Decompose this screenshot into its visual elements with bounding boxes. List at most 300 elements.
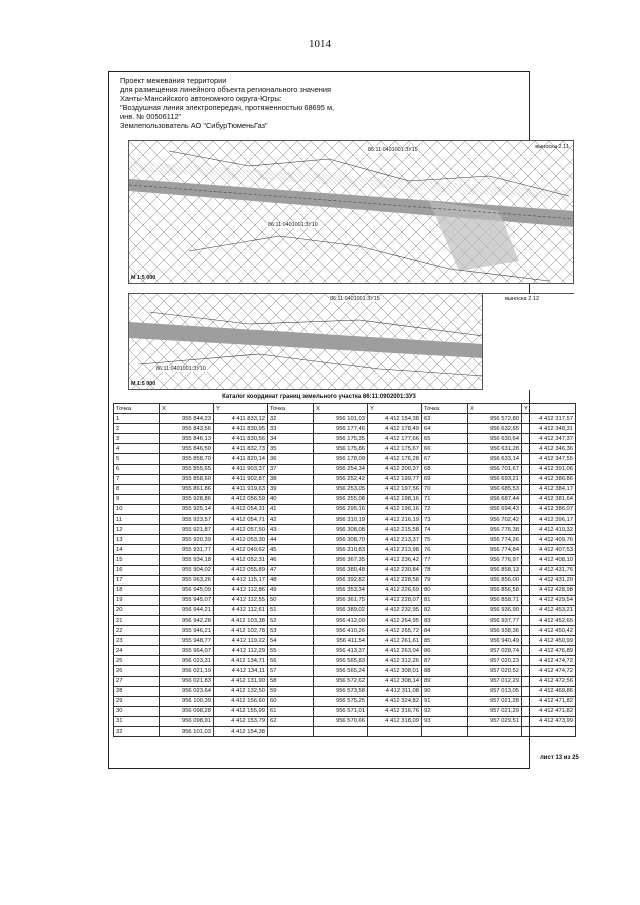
point-cell: 20 [114,605,160,615]
point-cell: 91 [422,696,468,706]
x-coordinate-cell: 956 178,09 [314,454,368,464]
point-cell: 71 [422,494,468,504]
y-coordinate-cell: 4 412 119,22 [214,636,268,646]
x-coordinate-cell: 956 021,83 [160,676,214,686]
y-coordinate-cell: 4 412 429,54 [522,595,576,605]
point-cell: 40 [268,494,314,504]
x-coordinate-cell: 956 353,34 [314,585,368,595]
x-coordinate-cell: 956 361,75 [314,595,368,605]
x-coordinate-cell: 956 938,36 [468,626,522,636]
x-coordinate-cell: 955 846,50 [160,444,214,454]
point-cell: 17 [114,575,160,585]
table-row [114,626,576,636]
point-cell: 5 [114,454,160,464]
y-coordinate-cell: 4 412 055,89 [214,565,268,575]
point-cell: 12 [114,525,160,535]
x-coordinate-cell: 956 942,28 [160,615,214,625]
y-coordinate-cell: 4 412 391,06 [522,464,576,474]
point-cell: 76 [422,545,468,555]
y-coordinate-cell: 4 412 103,38 [214,615,268,625]
y-coordinate-cell [522,727,576,737]
map-scale: М 1:5 000 [131,275,156,281]
x-coordinate-cell: 956 685,53 [468,484,522,494]
table-row [114,696,576,706]
column-header: Y [368,404,422,414]
point-cell: 61 [268,706,314,716]
y-coordinate-cell: 4 412 054,71 [214,515,268,525]
y-coordinate-cell: 4 412 054,31 [214,504,268,514]
y-coordinate-cell: 4 412 474,72 [522,666,576,676]
y-coordinate-cell: 4 412 347,37 [522,434,576,444]
point-cell: 55 [268,646,314,656]
x-coordinate-cell: 956 392,82 [314,575,368,585]
x-coordinate-cell: 956 776,38 [468,525,522,535]
point-cell: 34 [268,434,314,444]
y-coordinate-cell: 4 412 232,95 [368,605,422,615]
x-coordinate-cell: 956 565,24 [314,666,368,676]
x-coordinate-cell: 957 012,29 [468,676,522,686]
x-coordinate-cell: 956 940,49 [468,636,522,646]
x-coordinate-cell: 956 252,42 [314,474,368,484]
x-coordinate-cell [468,727,522,737]
point-cell: 4 [114,444,160,454]
y-coordinate-cell: 4 412 318,09 [368,716,422,726]
point-cell: 31 [114,716,160,726]
y-coordinate-cell: 4 412 396,17 [522,515,576,525]
callout-label: выноска 2.11 [535,144,569,150]
point-cell: 23 [114,636,160,646]
point-cell: 41 [268,504,314,514]
x-coordinate-cell: 956 253,05 [314,484,368,494]
point-cell: 46 [268,555,314,565]
x-coordinate-cell: 956 098,91 [160,716,214,726]
map-scale: М 1:5 000 [131,381,156,387]
point-cell: 2 [114,424,160,434]
y-coordinate-cell: 4 412 308,01 [368,666,422,676]
point-cell: 49 [268,585,314,595]
y-coordinate-cell: 4 412 154,38 [214,727,268,737]
y-coordinate-cell: 4 412 311,08 [368,686,422,696]
y-coordinate-cell: 4 412 056,59 [214,494,268,504]
y-coordinate-cell: 4 412 264,95 [368,615,422,625]
point-cell: 19 [114,595,160,605]
table-header-row [114,404,576,414]
point-cell: 15 [114,555,160,565]
header-line: "Воздушная линия электропередач, протяженностью 68695 м, [120,103,335,112]
point-cell: 81 [422,595,468,605]
x-coordinate-cell: 956 858,13 [468,565,522,575]
x-coordinate-cell: 957 028,74 [468,646,522,656]
point-cell: 25 [114,656,160,666]
y-coordinate-cell: 4 412 228,07 [368,595,422,605]
point-cell: 7 [114,474,160,484]
y-coordinate-cell: 4 412 472,56 [522,676,576,686]
y-coordinate-cell: 4 412 263,04 [368,646,422,656]
y-coordinate-cell: 4 412 409,76 [522,535,576,545]
point-cell: 66 [422,444,468,454]
table-row [114,504,576,514]
y-coordinate-cell: 4 412 428,98 [522,585,576,595]
table-row [114,474,576,484]
point-cell: 78 [422,565,468,575]
y-coordinate-cell: 4 411 902,87 [214,474,268,484]
y-coordinate-cell: 4 412 450,99 [522,636,576,646]
y-coordinate-cell: 4 412 386,07 [522,504,576,514]
survey-map-1 [128,140,574,284]
point-cell: 58 [268,676,314,686]
catalog-title: Каталог координат границ земельного участка 86:11:0902001:ЗУ3 [222,394,416,400]
y-coordinate-cell: 4 412 226,69 [368,585,422,595]
y-coordinate-cell: 4 412 112,55 [214,595,268,605]
point-cell: 62 [268,716,314,726]
point-cell: 48 [268,575,314,585]
y-coordinate-cell: 4 412 115,17 [214,575,268,585]
point-cell: 6 [114,464,160,474]
y-coordinate-cell: 4 412 175,67 [368,444,422,454]
point-cell: 72 [422,504,468,514]
x-coordinate-cell: 956 101,03 [314,414,368,424]
column-header: Y [522,404,576,414]
point-cell: 53 [268,626,314,636]
x-coordinate-cell: 956 023,64 [160,686,214,696]
column-header: X [468,404,522,414]
x-coordinate-cell: 956 774,26 [468,535,522,545]
x-coordinate-cell: 956 098,28 [160,706,214,716]
table-row [114,656,576,666]
table-row [114,575,576,585]
point-cell: 75 [422,535,468,545]
y-coordinate-cell: 4 412 213,37 [368,535,422,545]
column-header: Точка [422,404,468,414]
table-row [114,444,576,454]
y-coordinate-cell: 4 412 156,60 [214,696,268,706]
point-cell: 59 [268,686,314,696]
y-coordinate-cell: 4 411 919,63 [214,484,268,494]
y-coordinate-cell: 4 412 324,82 [368,696,422,706]
y-coordinate-cell: 4 412 410,32 [522,525,576,535]
table-row [114,555,576,565]
table-row [114,454,576,464]
point-cell: 83 [422,615,468,625]
callout-box [482,294,574,390]
table-row [114,464,576,474]
point-cell: 79 [422,575,468,585]
x-coordinate-cell: 956 023,31 [160,656,214,666]
point-cell: 44 [268,535,314,545]
y-coordinate-cell: 4 412 215,58 [368,525,422,535]
point-cell: 89 [422,676,468,686]
x-coordinate-cell: 956 571,01 [314,706,368,716]
point-cell: 39 [268,484,314,494]
x-coordinate-cell: 955 948,77 [160,636,214,646]
y-coordinate-cell: 4 412 112,86 [214,585,268,595]
point-cell: 24 [114,646,160,656]
table-row [114,434,576,444]
point-cell: 77 [422,555,468,565]
x-coordinate-cell: 955 964,07 [160,646,214,656]
table-row [114,595,576,605]
x-coordinate-cell: 956 630,64 [468,434,522,444]
y-coordinate-cell: 4 412 230,84 [368,565,422,575]
x-coordinate-cell: 956 572,80 [468,414,522,424]
page-number: 1014 [309,38,331,50]
x-coordinate-cell: 956 310,19 [314,515,368,525]
parcel-label: 86:11:0401001:ЗУ10 [268,222,318,228]
x-coordinate-cell: 956 565,83 [314,656,368,666]
point-cell: 80 [422,585,468,595]
y-coordinate-cell: 4 412 453,21 [522,605,576,615]
header-line: Проект межевания территории [120,76,227,85]
table-row [114,535,576,545]
y-coordinate-cell: 4 412 384,17 [522,484,576,494]
table-row [114,666,576,676]
point-cell: 29 [114,696,160,706]
y-coordinate-cell: 4 412 112,29 [214,646,268,656]
y-coordinate-cell: 4 412 474,72 [522,656,576,666]
point-cell: 85 [422,636,468,646]
y-coordinate-cell: 4 412 200,37 [368,464,422,474]
table-row [114,605,576,615]
x-coordinate-cell: 956 631,28 [468,444,522,454]
x-coordinate-cell: 955 858,70 [160,454,214,464]
table-row [114,585,576,595]
x-coordinate-cell: 956 632,65 [468,424,522,434]
point-cell: 63 [422,414,468,424]
y-coordinate-cell: 4 412 431,20 [522,575,576,585]
y-coordinate-cell: 4 412 196,16 [368,504,422,514]
y-coordinate-cell: 4 412 057,50 [214,525,268,535]
y-coordinate-cell: 4 412 198,16 [368,494,422,504]
x-coordinate-cell: 956 937,77 [468,615,522,625]
y-coordinate-cell: 4 412 049,62 [214,545,268,555]
x-coordinate-cell: 956 413,37 [314,646,368,656]
y-coordinate-cell: 4 412 053,30 [214,535,268,545]
y-coordinate-cell [368,727,422,737]
x-coordinate-cell: 956 100,39 [160,696,214,706]
table-row [114,727,576,737]
y-coordinate-cell: 4 412 452,65 [522,615,576,625]
x-coordinate-cell: 955 920,39 [160,535,214,545]
sheet-number: лист 13 из 25 [540,755,579,761]
callout-label: выноска 2.12 [505,296,540,302]
point-cell: 27 [114,676,160,686]
x-coordinate-cell: 956 633,14 [468,454,522,464]
document-header [120,76,334,130]
x-coordinate-cell: 955 931,77 [160,545,214,555]
x-coordinate-cell: 957 021,29 [468,706,522,716]
column-header: Точка [114,404,160,414]
point-cell: 82 [422,605,468,615]
y-coordinate-cell: 4 412 134,71 [214,656,268,666]
point-cell: 3 [114,434,160,444]
header-line: для размещения линейного объекта регионального значения [120,85,332,94]
column-header: Y [214,404,268,414]
point-cell: 10 [114,504,160,514]
x-coordinate-cell: 956 411,54 [314,636,368,646]
y-coordinate-cell: 4 412 102,78 [214,626,268,636]
table-row [114,706,576,716]
point-cell: 65 [422,434,468,444]
parcel-label: 86:11:0401001:ЗУ15 [330,296,380,302]
y-coordinate-cell: 4 412 228,58 [368,575,422,585]
x-coordinate-cell: 956 175,86 [314,444,368,454]
y-coordinate-cell: 4 412 312,26 [368,656,422,666]
point-cell: 70 [422,484,468,494]
y-coordinate-cell: 4 412 471,82 [522,696,576,706]
x-coordinate-cell: 955 844,23 [160,414,214,424]
x-coordinate-cell: 956 776,97 [468,555,522,565]
point-cell: 42 [268,515,314,525]
point-cell [268,727,314,737]
x-coordinate-cell: 956 570,66 [314,716,368,726]
y-coordinate-cell: 4 412 308,14 [368,676,422,686]
y-coordinate-cell: 4 412 316,76 [368,706,422,716]
y-coordinate-cell: 4 412 317,57 [522,414,576,424]
x-coordinate-cell: 956 573,58 [314,686,368,696]
y-coordinate-cell: 4 412 386,86 [522,474,576,484]
point-cell: 73 [422,515,468,525]
table-row [114,565,576,575]
x-coordinate-cell: 956 575,25 [314,696,368,706]
y-coordinate-cell: 4 411 832,73 [214,444,268,454]
header-line: инв. № 00506112" [120,112,182,121]
point-cell: 11 [114,515,160,525]
x-coordinate-cell: 957 020,52 [468,666,522,676]
y-coordinate-cell: 4 411 830,56 [214,434,268,444]
x-coordinate-cell: 956 380,48 [314,565,368,575]
point-cell: 33 [268,424,314,434]
y-coordinate-cell: 4 412 052,31 [214,555,268,565]
y-coordinate-cell: 4 412 408,10 [522,555,576,565]
x-coordinate-cell: 956 856,58 [468,585,522,595]
y-coordinate-cell: 4 412 155,99 [214,706,268,716]
x-coordinate-cell: 956 774,84 [468,545,522,555]
table-row [114,484,576,494]
y-coordinate-cell: 4 412 112,61 [214,605,268,615]
x-coordinate-cell: 956 944,21 [160,605,214,615]
point-cell: 87 [422,656,468,666]
x-coordinate-cell: 956 308,08 [314,525,368,535]
y-coordinate-cell: 4 412 153,79 [214,716,268,726]
y-coordinate-cell: 4 412 431,76 [522,565,576,575]
point-cell: 90 [422,686,468,696]
header-line: Ханты-Мансийского автономного округа-Югры: [120,94,282,103]
y-coordinate-cell: 4 412 216,19 [368,515,422,525]
x-coordinate-cell: 956 412,09 [314,615,368,625]
x-coordinate-cell: 955 843,56 [160,424,214,434]
x-coordinate-cell: 956 694,43 [468,504,522,514]
point-cell: 32 [268,414,314,424]
column-header: X [314,404,368,414]
table-row [114,716,576,726]
x-coordinate-cell: 956 175,35 [314,434,368,444]
x-coordinate-cell: 955 928,86 [160,494,214,504]
y-coordinate-cell: 4 412 132,50 [214,686,268,696]
y-coordinate-cell: 4 412 471,82 [522,706,576,716]
point-cell: 54 [268,636,314,646]
point-cell: 74 [422,525,468,535]
point-cell: 37 [268,464,314,474]
coordinates-table [113,403,576,737]
point-cell: 8 [114,484,160,494]
point-cell: 16 [114,565,160,575]
point-cell: 84 [422,626,468,636]
x-coordinate-cell: 956 687,44 [468,494,522,504]
y-coordinate-cell: 4 412 199,77 [368,474,422,484]
x-coordinate-cell: 957 013,05 [468,686,522,696]
x-coordinate-cell: 955 925,14 [160,504,214,514]
point-cell: 21 [114,615,160,625]
x-coordinate-cell: 956 255,08 [314,494,368,504]
point-cell [422,727,468,737]
x-coordinate-cell: 955 861,86 [160,484,214,494]
point-cell: 45 [268,545,314,555]
map-1-drawing [129,141,574,284]
point-cell: 67 [422,454,468,464]
y-coordinate-cell: 4 412 348,31 [522,424,576,434]
point-cell: 60 [268,696,314,706]
point-cell: 92 [422,706,468,716]
x-coordinate-cell: 956 702,42 [468,515,522,525]
point-cell: 36 [268,454,314,464]
y-coordinate-cell: 4 412 176,28 [368,454,422,464]
table-row [114,424,576,434]
point-cell: 28 [114,686,160,696]
x-coordinate-cell: 955 904,02 [160,565,214,575]
y-coordinate-cell: 4 412 381,64 [522,494,576,504]
point-cell: 9 [114,494,160,504]
x-coordinate-cell: 956 858,71 [468,595,522,605]
y-coordinate-cell: 4 412 154,38 [368,414,422,424]
table-row [114,646,576,656]
table-row [114,686,576,696]
point-cell: 14 [114,545,160,555]
point-cell: 52 [268,615,314,625]
x-coordinate-cell: 955 846,13 [160,434,214,444]
y-coordinate-cell: 4 412 346,36 [522,444,576,454]
x-coordinate-cell: 956 572,62 [314,676,368,686]
y-coordinate-cell: 4 412 265,72 [368,626,422,636]
y-coordinate-cell: 4 412 473,99 [522,716,576,726]
x-coordinate-cell: 955 945,07 [160,595,214,605]
table-row [114,494,576,504]
x-coordinate-cell: 956 389,02 [314,605,368,615]
table-body [114,414,576,737]
y-coordinate-cell: 4 412 131,90 [214,676,268,686]
x-coordinate-cell [314,727,368,737]
point-cell: 68 [422,464,468,474]
y-coordinate-cell: 4 411 820,14 [214,454,268,464]
x-coordinate-cell: 955 934,18 [160,555,214,565]
x-coordinate-cell: 955 923,57 [160,515,214,525]
point-cell: 32 [114,727,160,737]
point-cell: 93 [422,716,468,726]
y-coordinate-cell: 4 412 236,42 [368,555,422,565]
x-coordinate-cell: 957 029,51 [468,716,522,726]
x-coordinate-cell: 955 921,87 [160,525,214,535]
x-coordinate-cell: 956 856,00 [468,575,522,585]
y-coordinate-cell: 4 412 134,11 [214,666,268,676]
point-cell: 57 [268,666,314,676]
x-coordinate-cell: 956 308,70 [314,535,368,545]
x-coordinate-cell: 956 310,83 [314,545,368,555]
y-coordinate-cell: 4 411 833,12 [214,414,268,424]
table-row [114,615,576,625]
point-cell: 1 [114,414,160,424]
x-coordinate-cell: 955 855,65 [160,464,214,474]
x-coordinate-cell: 956 295,16 [314,504,368,514]
point-cell: 50 [268,595,314,605]
